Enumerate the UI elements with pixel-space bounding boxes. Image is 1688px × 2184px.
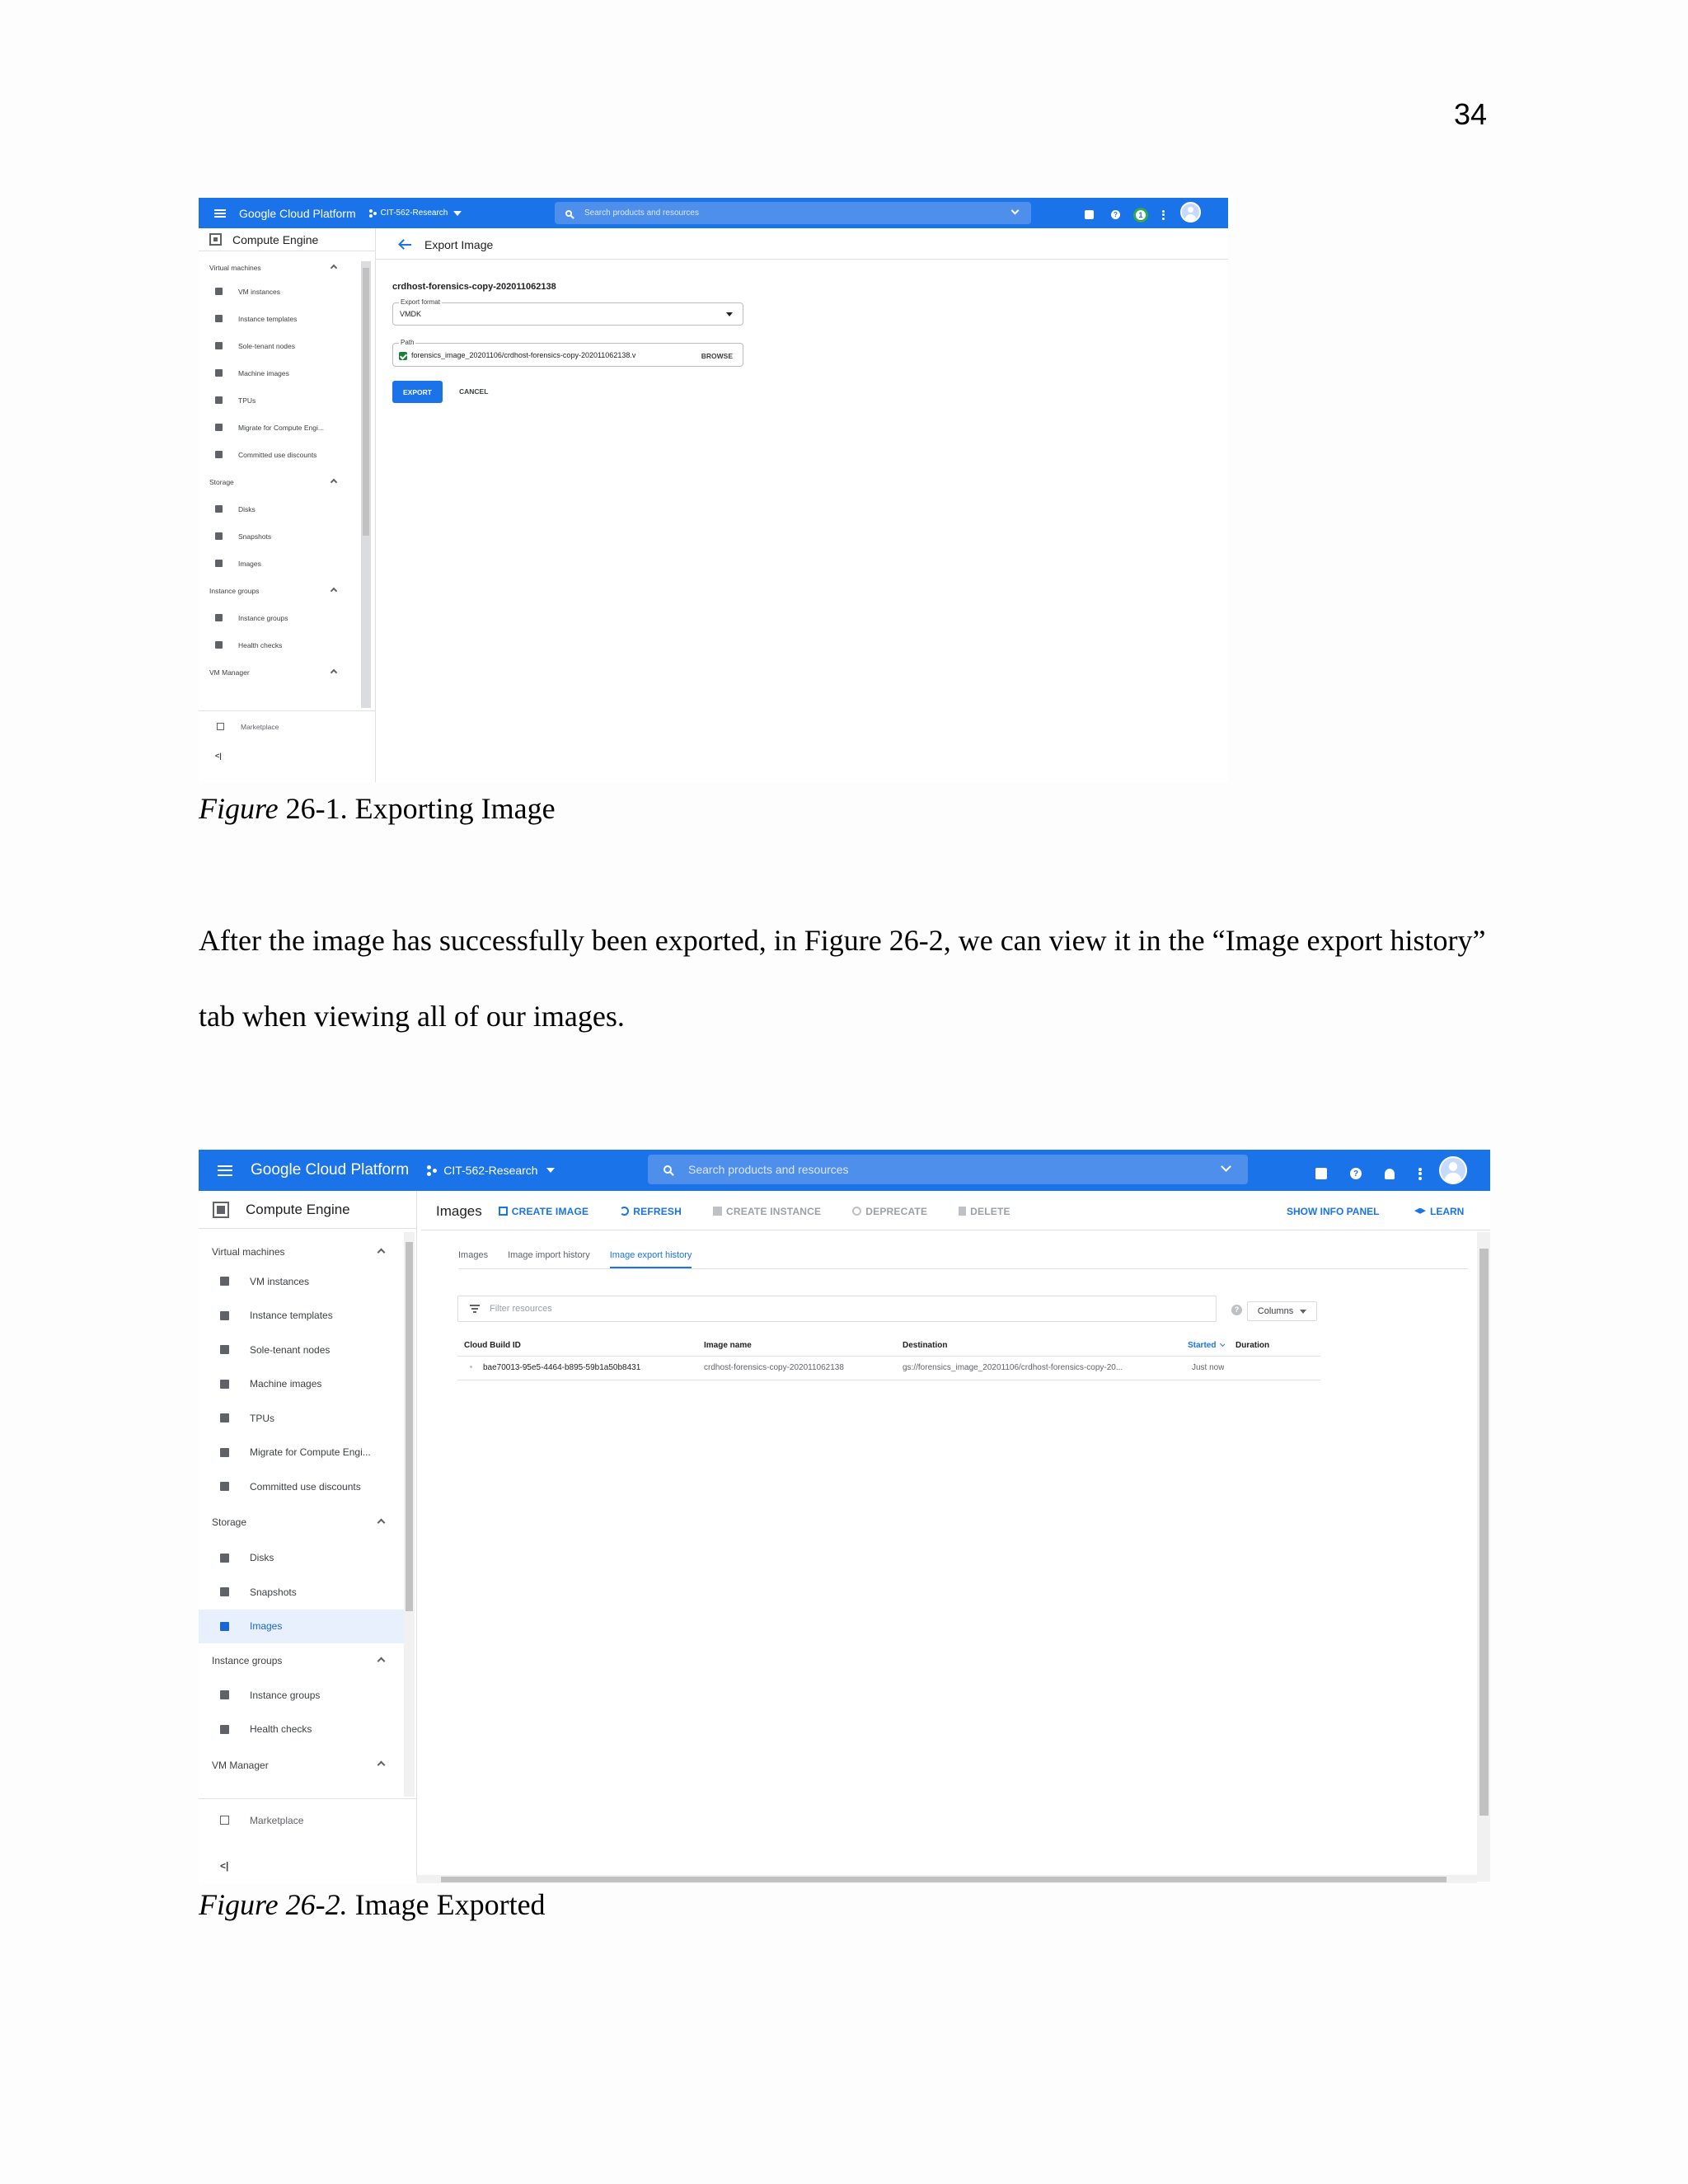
sidebar-item-label: Instance templates (250, 1310, 333, 1322)
sidebar-item-label: TPUs (238, 396, 256, 405)
section-virtual-machines[interactable] (199, 258, 359, 278)
sidebar-item-tpus[interactable] (199, 387, 359, 414)
chevron-up-icon[interactable] (331, 478, 337, 485)
cancel-button[interactable]: CANCEL (459, 387, 489, 396)
project-name: CIT-562-Research (380, 209, 448, 218)
refresh-icon (620, 1207, 629, 1216)
sidebar-item-label: Images (238, 559, 261, 568)
sort-down-icon (1220, 1341, 1225, 1347)
marketplace-link[interactable] (199, 710, 375, 742)
sidebar-item-label: Instance groups (238, 613, 288, 622)
menu-icon[interactable] (214, 209, 226, 218)
search-placeholder: Search products and resources (688, 1163, 849, 1176)
sidebar-item-label: Migrate for Compute Engi... (238, 423, 324, 432)
col-started-label: Started (1188, 1341, 1217, 1350)
main-horizontal-scroll-thumb[interactable] (441, 1877, 1447, 1882)
machine-images-icon (215, 369, 223, 377)
notification-count-badge[interactable]: 1 (1133, 208, 1148, 223)
cell-cloud-build-id[interactable]: bae70013-95e5-4464-b895-59b1a50b8431 (483, 1363, 641, 1372)
sidebar-nav (199, 1240, 405, 1783)
chevron-up-icon[interactable] (331, 587, 337, 593)
image-tabs (458, 1241, 1468, 1269)
disks-icon (215, 505, 223, 513)
section-vm-manager[interactable] (199, 658, 359, 686)
sidebar-item-label: Disks (250, 1552, 274, 1564)
sidebar-item-migrate[interactable] (199, 1436, 405, 1470)
col-image-name[interactable]: Image name (704, 1341, 752, 1350)
filter-placeholder: Filter resources (490, 1304, 552, 1314)
section-title: VM Manager (209, 668, 250, 677)
cell-started: Just now (1192, 1363, 1225, 1372)
sidebar-item-label: Snapshots (238, 532, 272, 541)
search-bar[interactable] (648, 1155, 1248, 1184)
section-title: Virtual machines (212, 1246, 285, 1258)
chevron-down-icon[interactable] (1011, 207, 1020, 215)
marketplace-icon (220, 1816, 229, 1825)
instance-groups-icon (215, 614, 223, 621)
committed-use-discounts-icon (215, 451, 223, 458)
sidebar-item-sole-tenant-nodes[interactable] (199, 332, 359, 359)
instance-groups-icon (220, 1690, 229, 1699)
sidebar-item-label: Machine images (238, 368, 289, 377)
figure-26-2-screenshot (199, 1150, 1490, 1883)
section-title: Instance groups (209, 586, 260, 595)
sidebar-item-label: Images (250, 1620, 283, 1633)
section-title: Storage (212, 1516, 247, 1528)
filter-help-icon[interactable]: ? (1231, 1305, 1242, 1315)
sidebar-item-instance-groups[interactable] (199, 604, 359, 631)
sidebar-item-label: Committed use discounts (250, 1480, 361, 1493)
vm-instances-icon (215, 288, 223, 295)
filter-list-icon (470, 1304, 480, 1314)
compute-engine-icon (209, 233, 222, 246)
marketplace-label: Marketplace (241, 722, 279, 731)
school-icon (1414, 1208, 1426, 1216)
sidebar-item-committed-use-discounts[interactable] (199, 1469, 405, 1504)
sidebar-item-committed-use-discounts[interactable] (199, 441, 359, 468)
cloud-shell-icon[interactable] (1085, 210, 1094, 219)
deprecate-label: DEPRECATE (865, 1205, 928, 1217)
columns-button[interactable] (1247, 1301, 1317, 1321)
page-header (401, 238, 493, 251)
body-paragraph: After the image has successfully been exported, in Figure 26-2, we can view it in the “Image export history” tab when viewing all of our images. (199, 924, 1486, 1033)
main-vertical-scroll-thumb[interactable] (1479, 1249, 1489, 1816)
deprecate-button[interactable] (852, 1206, 927, 1217)
sidebar-scroll-thumb[interactable] (363, 268, 369, 536)
sidebar-item-instance-templates[interactable] (199, 305, 359, 332)
export-format-select[interactable] (392, 298, 743, 326)
account-avatar[interactable] (1439, 1156, 1467, 1184)
machine-images-icon (220, 1380, 229, 1389)
sidebar-item-label: Snapshots (250, 1586, 297, 1598)
image-name: crdhost-forensics-copy-202011062138 (392, 282, 556, 292)
sidebar-item-label: Instance groups (250, 1689, 321, 1701)
caption-figure-label: Figure 26-2. (199, 1888, 348, 1921)
delete-button[interactable] (959, 1206, 1010, 1217)
refresh-label: REFRESH (633, 1205, 682, 1217)
create-image-label: CREATE IMAGE (511, 1205, 589, 1217)
disks-icon (220, 1554, 229, 1563)
sidebar-item-tpus[interactable] (199, 1401, 405, 1436)
gcp-top-bar (199, 198, 1228, 228)
sidebar-item-label: Committed use discounts (238, 450, 317, 459)
dropdown-arrow-icon[interactable] (726, 312, 733, 316)
sidebar-item-sole-tenant-nodes[interactable] (199, 1333, 405, 1367)
migrate-icon (220, 1448, 229, 1457)
images-content (438, 1231, 1468, 1866)
sidebar-item-snapshots[interactable] (199, 1575, 405, 1610)
col-cloud-build-id[interactable]: Cloud Build ID (464, 1341, 521, 1350)
section-storage[interactable] (199, 468, 359, 495)
sidebar-item-health-checks[interactable] (199, 1713, 405, 1747)
table-header (457, 1333, 1320, 1357)
sidebar-item-label: VM instances (238, 287, 281, 296)
section-storage[interactable] (199, 1504, 405, 1541)
sidebar-item-instance-groups[interactable] (199, 1678, 405, 1713)
dropdown-arrow-icon (1300, 1310, 1306, 1314)
section-virtual-machines[interactable] (199, 1240, 405, 1264)
col-duration[interactable]: Duration (1236, 1341, 1270, 1350)
caret-down-icon (453, 211, 462, 216)
collapse-sidebar-button[interactable]: <| (215, 752, 222, 760)
col-destination[interactable]: Destination (903, 1341, 948, 1350)
sidebar-item-label: Instance templates (238, 314, 298, 323)
help-icon[interactable]: ? (1111, 210, 1120, 219)
page-title: Images (436, 1202, 482, 1219)
page-number: 34 (1453, 97, 1487, 131)
section-title: Instance groups (212, 1655, 283, 1666)
sidebar-item-label: Machine images (250, 1378, 322, 1390)
compute-engine-icon (213, 1202, 229, 1218)
sidebar-item-images[interactable] (199, 550, 359, 577)
collapse-sidebar-button[interactable]: <| (220, 1860, 229, 1872)
migrate-icon (215, 424, 223, 431)
project-name: CIT-562-Research (443, 1164, 538, 1177)
sidebar-item-machine-images[interactable] (199, 359, 359, 387)
columns-label: Columns (1257, 1306, 1294, 1316)
sole-tenant-nodes-icon (220, 1345, 229, 1354)
sidebar-scrollbar[interactable] (404, 1232, 415, 1797)
figure-26-1-caption (199, 791, 556, 826)
sidebar-item-vm-instances[interactable] (199, 278, 359, 305)
help-icon[interactable]: ? (1350, 1168, 1362, 1179)
section-title: Virtual machines (209, 264, 261, 272)
search-placeholder: Search products and resources (584, 209, 699, 218)
section-instance-groups[interactable] (199, 1643, 405, 1678)
table-row[interactable] (457, 1357, 1320, 1380)
learn-label: LEARN (1430, 1206, 1465, 1217)
learn-button[interactable] (1414, 1206, 1464, 1217)
tab-image-export-history[interactable]: Image export history (610, 1241, 692, 1268)
deprecate-icon (852, 1207, 861, 1216)
caption-text: 26-1. Exporting Image (278, 792, 556, 825)
images-icon (215, 560, 223, 567)
sidebar-item-label: Health checks (238, 640, 283, 649)
committed-use-discounts-icon (220, 1482, 229, 1491)
search-icon (565, 210, 572, 217)
sidebar-item-disks[interactable] (199, 495, 359, 523)
sidebar-item-machine-images[interactable] (199, 1367, 405, 1402)
marketplace-label: Marketplace (250, 1814, 304, 1826)
gcp-top-bar (199, 1150, 1490, 1191)
status-spinner-icon (470, 1366, 472, 1368)
section-vm-manager[interactable] (199, 1746, 405, 1783)
create-instance-label: CREATE INSTANCE (726, 1205, 822, 1217)
checkbox-checked-icon[interactable] (399, 352, 407, 360)
product-header[interactable] (199, 228, 375, 251)
tpus-icon (220, 1413, 229, 1422)
page-title: Export Image (424, 238, 494, 251)
search-icon (663, 1165, 672, 1174)
create-instance-icon (713, 1207, 722, 1216)
cell-destination: gs://forensics_image_20201106/crdhost-forensics-copy-20... (903, 1363, 1123, 1372)
path-value[interactable]: forensics_image_20201106/crdhost-forensics-copy-202011062138.v (411, 351, 636, 359)
sole-tenant-nodes-icon (215, 342, 223, 349)
account-avatar[interactable] (1180, 202, 1201, 223)
header-divider (376, 259, 1228, 260)
tab-image-import-history[interactable]: Image import history (508, 1250, 590, 1260)
marketplace-icon (217, 723, 224, 730)
gcp-brand[interactable]: Google Cloud Platform (239, 206, 356, 220)
create-instance-button[interactable] (713, 1206, 821, 1217)
project-selector[interactable] (369, 209, 462, 218)
instance-templates-icon (215, 315, 223, 322)
sidebar (199, 228, 376, 782)
project-selector[interactable] (427, 1164, 554, 1177)
sidebar-item-images[interactable] (199, 1610, 405, 1644)
more-vert-icon[interactable] (1162, 210, 1165, 220)
figure-26-2-caption (199, 1887, 546, 1922)
gcp-brand[interactable]: Google Cloud Platform (251, 1161, 410, 1179)
tab-images[interactable]: Images (458, 1250, 489, 1260)
health-checks-icon (215, 641, 223, 649)
sidebar-item-label: Sole-tenant nodes (250, 1343, 331, 1356)
search-bar[interactable] (555, 202, 1031, 224)
chevron-up-icon[interactable] (331, 668, 337, 675)
sidebar-item-migrate[interactable] (199, 414, 359, 441)
snapshots-icon (215, 532, 223, 540)
caption-text: Image Exported (347, 1888, 546, 1921)
sidebar-nav (199, 258, 359, 686)
product-name: Compute Engine (232, 232, 319, 246)
instance-templates-icon (220, 1311, 229, 1320)
notifications-bell-icon[interactable] (1385, 1169, 1395, 1179)
cell-image-name: crdhost-forensics-copy-202011062138 (704, 1363, 844, 1372)
show-info-panel-button[interactable]: SHOW INFO PANEL (1287, 1206, 1380, 1217)
trash-icon (959, 1207, 966, 1216)
top-bar-icons (1085, 207, 1201, 223)
product-name: Compute Engine (246, 1201, 350, 1217)
figure-26-1-screenshot (199, 198, 1228, 782)
chevron-up-icon[interactable] (331, 265, 337, 271)
cloud-shell-icon[interactable] (1315, 1168, 1327, 1179)
marketplace-link[interactable] (199, 1798, 416, 1841)
create-image-button[interactable] (499, 1206, 589, 1217)
sidebar-item-snapshots[interactable] (199, 523, 359, 550)
main-vertical-scrollbar[interactable] (1477, 1232, 1490, 1882)
chevron-down-icon[interactable] (1221, 1161, 1231, 1172)
section-title: Storage (209, 477, 234, 486)
sidebar-item-disks[interactable] (199, 1541, 405, 1576)
chevron-up-icon[interactable] (377, 1761, 386, 1769)
images-icon (220, 1622, 229, 1631)
path-label: Path (401, 339, 415, 346)
product-header[interactable] (199, 1191, 416, 1229)
project-icon (369, 209, 377, 218)
sidebar-item-vm-instances[interactable] (199, 1264, 405, 1299)
chevron-up-icon[interactable] (377, 1518, 386, 1526)
sidebar-scroll-thumb[interactable] (406, 1242, 413, 1611)
refresh-button[interactable] (620, 1206, 682, 1217)
export-format-label: Export format (401, 298, 441, 306)
path-field[interactable] (392, 339, 743, 367)
sidebar (199, 1191, 417, 1883)
sidebar-item-label: Sole-tenant nodes (238, 341, 295, 350)
main-horizontal-scrollbar[interactable] (416, 1875, 1477, 1883)
top-bar-icons (1315, 1163, 1467, 1184)
sidebar-item-label: VM instances (250, 1275, 310, 1287)
export-button[interactable]: EXPORT (392, 381, 443, 403)
project-icon (427, 1165, 438, 1176)
menu-icon[interactable] (218, 1165, 232, 1176)
export-image-panel (376, 228, 1228, 782)
section-title: VM Manager (212, 1759, 269, 1771)
sidebar-item-label: Migrate for Compute Engi... (250, 1446, 371, 1459)
sidebar-item-health-checks[interactable] (199, 631, 359, 658)
section-instance-groups[interactable] (199, 577, 359, 604)
vm-instances-icon (220, 1277, 229, 1286)
chevron-up-icon[interactable] (377, 1657, 386, 1665)
health-checks-icon (220, 1725, 229, 1734)
sidebar-item-label: Health checks (250, 1723, 312, 1736)
snapshots-icon (220, 1587, 229, 1596)
sidebar-item-instance-templates[interactable] (199, 1299, 405, 1333)
chevron-up-icon[interactable] (377, 1248, 386, 1256)
more-vert-icon[interactable] (1418, 1168, 1422, 1180)
sidebar-item-label: Disks (238, 504, 256, 513)
back-arrow-icon[interactable] (401, 244, 411, 246)
tpus-icon (215, 396, 223, 404)
caret-down-icon (546, 1168, 555, 1173)
browse-button[interactable]: BROWSE (701, 352, 733, 360)
filter-input[interactable] (457, 1296, 1217, 1322)
export-format-value: VMDK (400, 310, 422, 318)
delete-label: DELETE (970, 1205, 1010, 1217)
add-box-icon (499, 1207, 508, 1216)
sidebar-item-label: TPUs (250, 1412, 274, 1424)
sidebar-scrollbar[interactable] (361, 261, 371, 708)
col-started-sorted[interactable] (1188, 1341, 1225, 1350)
caption-figure-label: Figure (199, 792, 279, 825)
